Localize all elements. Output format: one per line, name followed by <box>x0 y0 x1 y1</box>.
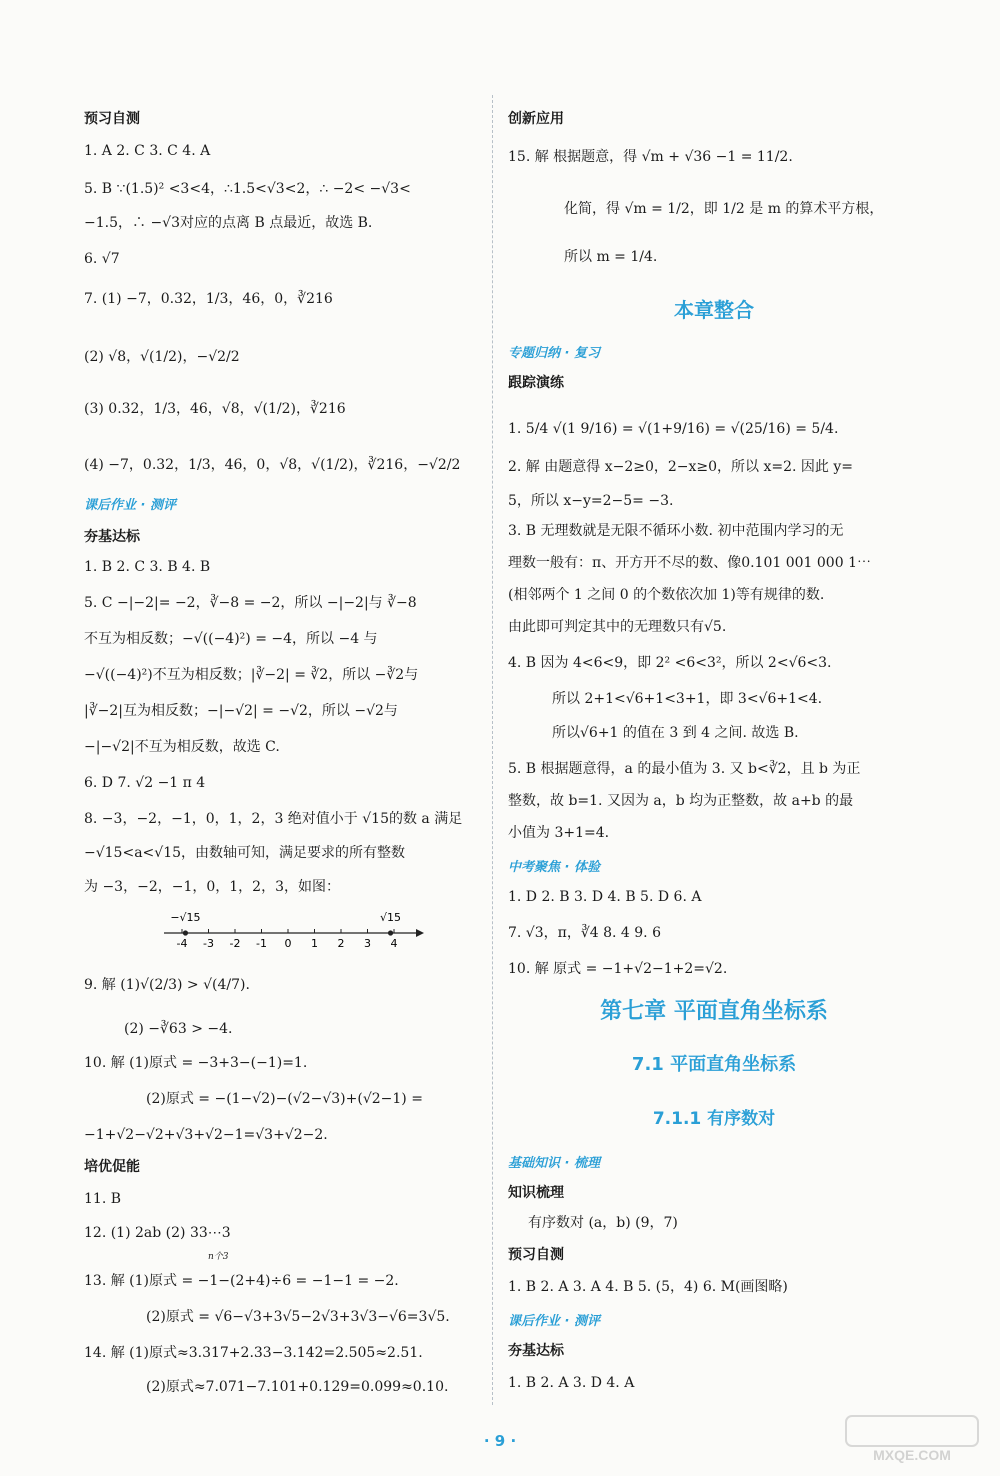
right-line-10: 理数一般有：π、开方开不尽的数、像0.101 001 000 1⋯ <box>508 555 871 571</box>
right-line-6: 1. 5/4 √(1 9/16) = √(1+9/16) = √(25/16) = 5/4. <box>508 421 839 437</box>
left-line-16: −|−√2|不互为相反数，故选 C. <box>84 739 280 755</box>
left-line-10: 夯基达标 <box>84 529 140 545</box>
left-line-18: 8. −3，−2，−1，0，1，2，3 绝对值小于 √15的数 a 满足 <box>84 811 463 827</box>
right-line-15: 所以√6+1 的值在 3 到 4 之间. 故选 B. <box>552 725 799 741</box>
right-line-19: 中考聚焦 · 体验 <box>508 860 600 875</box>
section-heading-0: 本章整合 <box>674 298 754 322</box>
number-line-tick-label: 1 <box>311 937 318 950</box>
left-line-6: (2) √8，√(1/2)，−√2/2 <box>84 349 240 365</box>
right-line-27: 1. B 2. A 3. A 4. B 5. (5，4) 6. M(画图略) <box>508 1279 788 1295</box>
right-line-11: (相邻两个 1 之间 0 的个数依次加 1)等有规律的数. <box>508 587 825 603</box>
right-line-17: 整数，故 b=1. 又因为 a，b 均为正整数，故 a+b 的最 <box>508 793 854 809</box>
right-line-21: 7. √3，π，∛4 8. 4 9. 6 <box>508 925 661 941</box>
left-line-33: (2)原式≈7.071−7.101+0.129=0.099≈0.10. <box>146 1379 449 1395</box>
left-line-2: 5. B ∵(1.5)² <3<4，∴1.5<√3<2，∴ −2< −√3< <box>84 181 411 197</box>
left-line-22: (2) −∛63 > −4. <box>124 1021 233 1037</box>
right-line-0: 创新应用 <box>508 111 564 127</box>
left-line-0: 预习自测 <box>84 111 140 127</box>
number-line-tick-label: 2 <box>337 937 345 950</box>
number-line-point <box>388 930 393 935</box>
right-line-24: 知识梳理 <box>508 1185 564 1201</box>
number-line-figure <box>84 905 424 955</box>
watermark-logo <box>842 1412 982 1466</box>
left-line-26: 培优促能 <box>84 1159 140 1175</box>
right-line-23: 基础知识 · 梳理 <box>508 1156 600 1171</box>
right-line-28: 课后作业 · 测评 <box>508 1314 600 1329</box>
left-line-3: −1.5，∴ −√3对应的点离 B 点最近，故选 B. <box>84 215 373 231</box>
left-line-8: (4) −7，0.32，1/3，46，0，√8，√(1/2)，∛216，−√2/2 <box>84 457 461 473</box>
right-line-9: 3. B 无理数就是无限不循环小数. 初中范围内学习的无 <box>508 523 844 539</box>
left-line-20: 为 −3，−2，−1，0，1，2，3，如图： <box>84 879 340 895</box>
right-line-2: 化简，得 √m = 1/2，即 1/2 是 m 的算术平方根， <box>564 201 884 217</box>
left-line-14: −√((−4)²)不互为相反数；|∛−2| = ∛2，所以 −∛2与 <box>84 667 419 683</box>
number-line-tick-label: -3 <box>203 937 214 950</box>
right-line-14: 所以 2+1<√6+1<3+1，即 3<√6+1<4. <box>552 691 823 707</box>
left-line-15: |∛−2|互为相反数；−|−√2| = −√2，所以 −√2与 <box>84 703 398 719</box>
right-line-26: 预习自测 <box>508 1247 564 1263</box>
right-line-7: 2. 解 由题意得 x−2≥0，2−x≥0，所以 x=2. 因此 y= <box>508 459 854 475</box>
right-line-16: 5. B 根据题意得，a 的最小值为 3. 又 b<∛2，且 b 为正 <box>508 761 861 777</box>
number-line-tick-label: 4 <box>390 937 398 950</box>
right-line-20: 1. D 2. B 3. D 4. B 5. D 6. A <box>508 889 702 905</box>
right-line-8: 5，所以 x−y=2−5= −3. <box>508 493 674 509</box>
left-line-25: −1+√2−√2+√3+√2−1=√3+√2−2. <box>84 1127 328 1143</box>
left-line-9: 课后作业 · 测评 <box>84 498 176 513</box>
number-line-tick-label: -2 <box>229 937 241 950</box>
right-line-5: 跟踪演练 <box>508 375 564 391</box>
right-line-3: 所以 m = 1/4. <box>564 249 658 265</box>
left-line-1: 1. A 2. C 3. C 4. A <box>84 143 211 159</box>
left-line-23: 10. 解 (1)原式 = −3+3−(−1)=1. <box>84 1055 308 1071</box>
section-heading-2: 7.1 平面直角坐标系 <box>631 1054 797 1075</box>
right-line-12: 由此即可判定其中的无理数只有√5. <box>508 619 727 635</box>
number-line-point-label: √15 <box>380 911 402 924</box>
left-line-31: (2)原式 = √6−√3+3√5−2√3+3√3−√6=3√5. <box>146 1309 450 1325</box>
left-line-7: (3) 0.32，1/3，46，√8，√(1/2)，∛216 <box>84 401 346 417</box>
right-line-1: 15. 解 根据题意，得 √m + √36 −1 = 11/2. <box>508 149 793 165</box>
left-line-32: 14. 解 (1)原式≈3.317+2.33−3.142=2.505≈2.51. <box>84 1345 423 1361</box>
left-line-19: −√15<a<√15，由数轴可知，满足要求的所有整数 <box>84 845 406 861</box>
right-line-18: 小值为 3+1=4. <box>508 825 610 841</box>
left-line-28: 12. (1) 2ab (2) 33⋯3 <box>84 1225 231 1241</box>
left-line-24: (2)原式 = −(1−√2)−(√2−√3)+(√2−1) = <box>146 1091 423 1107</box>
number-line-tick-label: 3 <box>364 937 371 950</box>
number-line-point <box>183 930 188 935</box>
number-line-tick-label: -1 <box>256 937 267 950</box>
number-line-point-label: −√15 <box>170 911 201 924</box>
right-line-4: 专题归纳 · 复习 <box>508 346 600 361</box>
left-line-12: 5. C −|−2|= −2，∛−8 = −2，所以 −|−2|与 ∛−8 <box>84 595 417 611</box>
number-line-tick-label: 0 <box>284 937 292 950</box>
section-heading-1: 第七章 平面直角坐标系 <box>600 999 828 1024</box>
svg-text:MXQE.COM: MXQE.COM <box>873 1447 951 1463</box>
section-heading-3: 7.1.1 有序数对 <box>652 1109 776 1129</box>
left-line-27: 11. B <box>84 1191 122 1207</box>
left-line-17: 6. D 7. √2 −1 π 4 <box>84 775 206 791</box>
left-line-11: 1. B 2. C 3. B 4. B <box>84 559 211 575</box>
left-line-21: 9. 解 (1)√(2/3) > √(4/7). <box>84 977 250 993</box>
page-number: · 9 · <box>483 1432 517 1450</box>
right-line-22: 10. 解 原式 = −1+√2−1+2=√2. <box>508 961 728 977</box>
number-line-tick-label: -4 <box>176 937 188 950</box>
left-line-5: 7. (1) −7，0.32，1/3，46，0，∛216 <box>84 291 333 307</box>
left-line-13: 不互为相反数；−√((−4)²) = −4，所以 −4 与 <box>84 631 378 647</box>
left-line-4: 6. √7 <box>84 251 120 267</box>
right-line-25: 有序数对 (a，b) (9，7) <box>528 1215 678 1231</box>
right-line-13: 4. B 因为 4<6<9，即 2² <6<3²，所以 2<√6<3. <box>508 655 832 671</box>
right-line-29: 夯基达标 <box>508 1343 564 1359</box>
right-line-30: 1. B 2. A 3. D 4. A <box>508 1375 635 1391</box>
column-divider <box>492 95 493 1405</box>
left-line-29: n个3 <box>208 1252 229 1262</box>
left-line-30: 13. 解 (1)原式 = −1−(2+4)÷6 = −1−1 = −2. <box>84 1273 399 1289</box>
